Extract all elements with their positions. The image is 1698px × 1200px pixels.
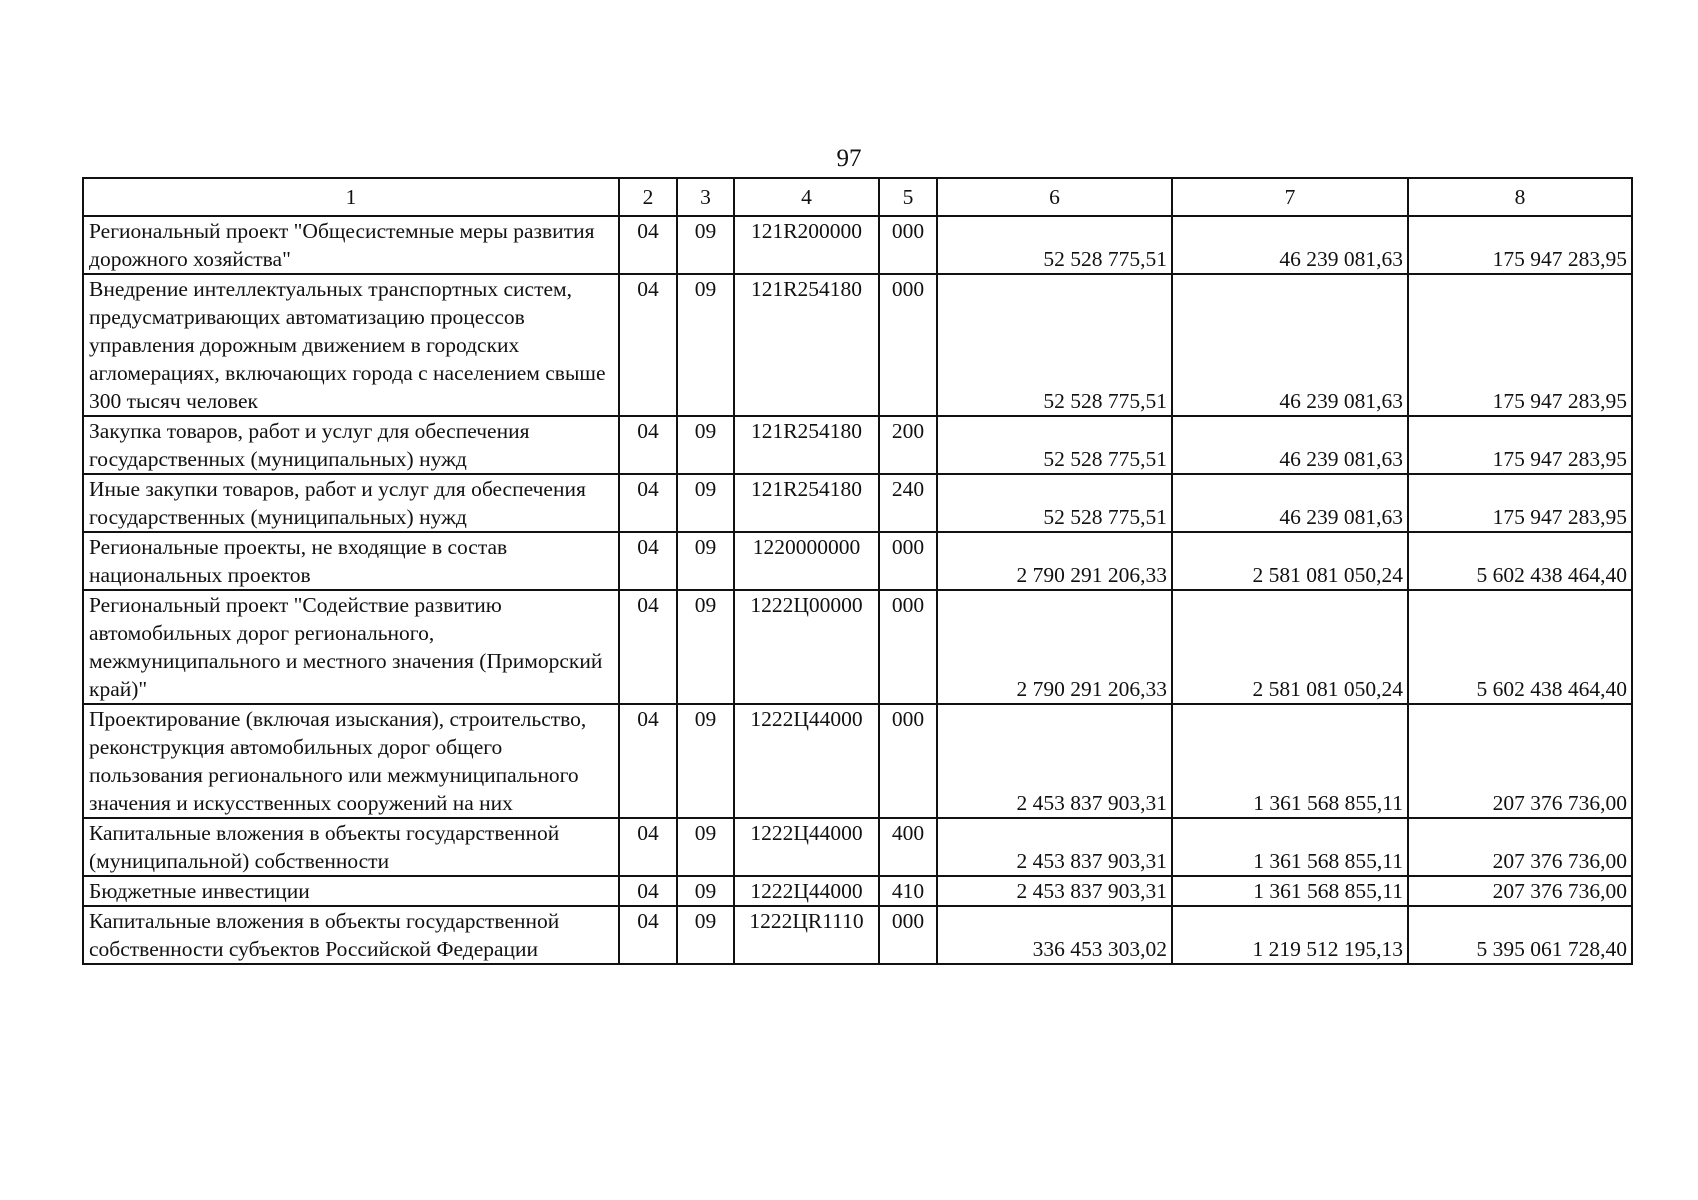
row-subsection-code: 09 [677, 704, 734, 818]
row-amount-col6: 52 528 775,51 [937, 474, 1172, 532]
row-target-code: 121R254180 [734, 474, 879, 532]
row-subsection-code: 09 [677, 216, 734, 274]
row-subsection-code: 09 [677, 818, 734, 876]
row-section-code: 04 [619, 704, 677, 818]
row-subsection-code: 09 [677, 532, 734, 590]
row-expense-type-code: 400 [879, 818, 937, 876]
table-row [83, 416, 1632, 474]
row-amount-col7: 46 239 081,63 [1172, 416, 1408, 474]
page-number: 97 [836, 145, 862, 172]
column-header: 3 [677, 178, 734, 216]
row-amount-col8: 5 602 438 464,40 [1408, 532, 1632, 590]
row-name: Внедрение интеллектуальных транспортных систем, предусматривающих автоматизацию процессов управления дорожным движением в городских агломерациях, включающих города с населением свыше 300 тысяч человек [83, 274, 619, 416]
row-amount-col7: 2 581 081 050,24 [1172, 532, 1408, 590]
column-header: 6 [937, 178, 1172, 216]
row-expense-type-code: 000 [879, 532, 937, 590]
row-subsection-code: 09 [677, 474, 734, 532]
row-subsection-code: 09 [677, 906, 734, 964]
row-name: Проектирование (включая изыскания), строительство, реконструкция автомобильных дорог общего пользования регионального или межмуниципального значения и искусственных сооружений на них [83, 704, 619, 818]
row-amount-col6: 2 790 291 206,33 [937, 532, 1172, 590]
row-amount-col7: 46 239 081,63 [1172, 216, 1408, 274]
row-name: Иные закупки товаров, работ и услуг для обеспечения государственных (муниципальных) нужд [83, 474, 619, 532]
row-name: Капитальные вложения в объекты государственной собственности субъектов Российской Федерации [83, 906, 619, 964]
row-target-code: 1222ЦR1110 [734, 906, 879, 964]
row-subsection-code: 09 [677, 590, 734, 704]
table-row [83, 876, 1632, 906]
row-section-code: 04 [619, 906, 677, 964]
row-name: Региональный проект "Общесистемные меры развития дорожного хозяйства" [83, 216, 619, 274]
row-expense-type-code: 000 [879, 216, 937, 274]
row-amount-col8: 5 395 061 728,40 [1408, 906, 1632, 964]
column-header: 7 [1172, 178, 1408, 216]
row-expense-type-code: 200 [879, 416, 937, 474]
row-target-code: 121R254180 [734, 416, 879, 474]
column-header: 1 [83, 178, 619, 216]
row-amount-col7: 46 239 081,63 [1172, 274, 1408, 416]
row-amount-col8: 175 947 283,95 [1408, 274, 1632, 416]
column-header: 8 [1408, 178, 1632, 216]
row-expense-type-code: 000 [879, 704, 937, 818]
row-section-code: 04 [619, 532, 677, 590]
row-amount-col7: 1 361 568 855,11 [1172, 704, 1408, 818]
row-subsection-code: 09 [677, 876, 734, 906]
row-expense-type-code: 000 [879, 274, 937, 416]
column-header: 4 [734, 178, 879, 216]
row-subsection-code: 09 [677, 274, 734, 416]
row-section-code: 04 [619, 274, 677, 416]
table-row [83, 590, 1632, 704]
row-amount-col8: 175 947 283,95 [1408, 416, 1632, 474]
row-subsection-code: 09 [677, 416, 734, 474]
row-amount-col7: 46 239 081,63 [1172, 474, 1408, 532]
column-header: 5 [879, 178, 937, 216]
row-amount-col6: 52 528 775,51 [937, 216, 1172, 274]
row-section-code: 04 [619, 876, 677, 906]
row-section-code: 04 [619, 216, 677, 274]
row-expense-type-code: 000 [879, 906, 937, 964]
row-amount-col8: 175 947 283,95 [1408, 474, 1632, 532]
row-section-code: 04 [619, 416, 677, 474]
row-amount-col8: 207 376 736,00 [1408, 876, 1632, 906]
row-amount-col6: 52 528 775,51 [937, 274, 1172, 416]
row-amount-col6: 336 453 303,02 [937, 906, 1172, 964]
row-amount-col7: 1 361 568 855,11 [1172, 818, 1408, 876]
row-target-code: 121R254180 [734, 274, 879, 416]
row-expense-type-code: 410 [879, 876, 937, 906]
row-target-code: 121R200000 [734, 216, 879, 274]
row-amount-col6: 2 790 291 206,33 [937, 590, 1172, 704]
row-target-code: 1220000000 [734, 532, 879, 590]
row-amount-col6: 2 453 837 903,31 [937, 818, 1172, 876]
row-name: Региональный проект "Содействие развитию автомобильных дорог регионального, межмуниципального и местного значения (Приморский край)" [83, 590, 619, 704]
row-amount-col6: 2 453 837 903,31 [937, 876, 1172, 906]
budget-table [82, 177, 1633, 965]
table-row [83, 216, 1632, 274]
row-amount-col8: 5 602 438 464,40 [1408, 590, 1632, 704]
table-row [83, 532, 1632, 590]
row-target-code: 1222Ц44000 [734, 818, 879, 876]
table-header-row [83, 178, 1632, 216]
row-amount-col8: 207 376 736,00 [1408, 818, 1632, 876]
row-amount-col7: 1 219 512 195,13 [1172, 906, 1408, 964]
row-amount-col7: 2 581 081 050,24 [1172, 590, 1408, 704]
row-name: Региональные проекты, не входящие в состав национальных проектов [83, 532, 619, 590]
row-expense-type-code: 000 [879, 590, 937, 704]
table-row [83, 704, 1632, 818]
row-section-code: 04 [619, 590, 677, 704]
row-amount-col7: 1 361 568 855,11 [1172, 876, 1408, 906]
table-row [83, 818, 1632, 876]
table-row [83, 474, 1632, 532]
column-header: 2 [619, 178, 677, 216]
row-amount-col6: 52 528 775,51 [937, 416, 1172, 474]
row-target-code: 1222Ц44000 [734, 876, 879, 906]
row-target-code: 1222Ц00000 [734, 590, 879, 704]
row-name: Бюджетные инвестиции [83, 876, 619, 906]
row-section-code: 04 [619, 474, 677, 532]
row-section-code: 04 [619, 818, 677, 876]
row-expense-type-code: 240 [879, 474, 937, 532]
row-target-code: 1222Ц44000 [734, 704, 879, 818]
row-amount-col8: 175 947 283,95 [1408, 216, 1632, 274]
table-row [83, 906, 1632, 964]
table-row [83, 274, 1632, 416]
row-amount-col8: 207 376 736,00 [1408, 704, 1632, 818]
row-name: Закупка товаров, работ и услуг для обеспечения государственных (муниципальных) нужд [83, 416, 619, 474]
row-amount-col6: 2 453 837 903,31 [937, 704, 1172, 818]
row-name: Капитальные вложения в объекты государственной (муниципальной) собственности [83, 818, 619, 876]
